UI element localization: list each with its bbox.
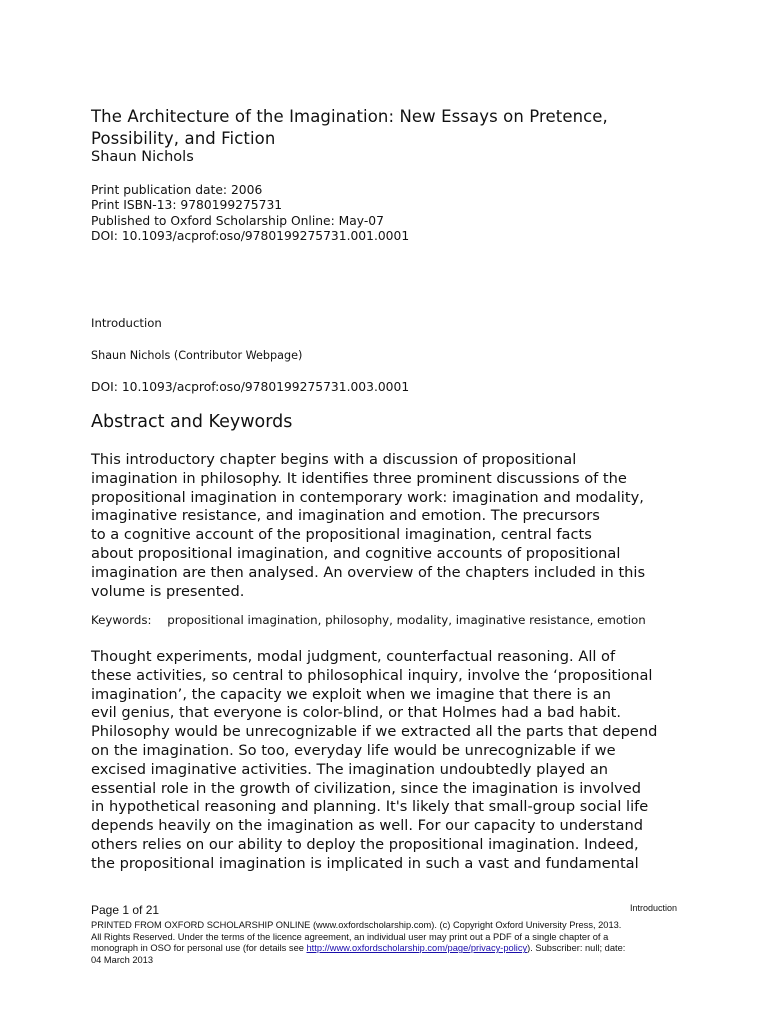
text-line: volume is presented.	[91, 582, 245, 600]
text-line: evil genius, that everyone is color-blind, or that Holmes had a bad habit.	[91, 704, 621, 722]
text-line: others relies on our ability to deploy the propositional imagination. Indeed,	[91, 835, 639, 853]
contributor-link[interactable]: Shaun Nichols (Contributor Webpage)	[91, 349, 303, 362]
keywords-row	[91, 613, 646, 628]
book-doi: DOI: 10.1093/acprof:oso/9780199275731.001.0001	[91, 229, 410, 244]
text-line: about propositional imagination, and cognitive accounts of propositional	[91, 544, 621, 562]
book-title-line: The Architecture of the Imagination: New Essays on Pretence,	[91, 107, 608, 126]
book-author: Shaun Nichols	[91, 149, 194, 165]
text-line: essential role in the growth of civilization, since the imagination is involved	[91, 779, 642, 797]
page-number: Page 1 of 21	[91, 903, 160, 917]
online-publication-date: Published to Oxford Scholarship Online: May-07	[91, 213, 384, 228]
text-line: imagination in philosophy. It identifies three prominent discussions of the	[91, 469, 627, 487]
text-line: on the imagination. So too, everyday life would be unrecognizable if we	[91, 741, 616, 759]
notice-line: All Rights Reserved. Under the terms of the licence agreement, an individual user may print out a PDF of a single chapter of a	[91, 931, 609, 942]
publication-metadata	[91, 183, 409, 245]
book-title	[91, 106, 711, 150]
chapter-label: Introduction	[91, 316, 162, 330]
text-line: imagination’, the capacity we exploit when we imagine that there is an	[91, 685, 612, 703]
text-line: This introductory chapter begins with a discussion of propositional	[91, 451, 577, 468]
text-line: to a cognitive account of the propositional imagination, central facts	[91, 526, 592, 544]
body-paragraph	[91, 648, 691, 874]
abstract-text	[91, 451, 691, 601]
notice-line: 04 March 2013	[91, 954, 154, 965]
chapter-doi: DOI: 10.1093/acprof:oso/9780199275731.003.0001	[91, 380, 410, 394]
text-line: depends heavily on the imagination as well. For our capacity to understand	[91, 817, 643, 835]
text-line: imagination are then analysed. An overview of the chapters included in this	[91, 563, 646, 581]
keywords-label: Keywords:	[91, 613, 152, 627]
notice-text: monograph in OSO for personal use (for details see	[91, 943, 307, 954]
text-line: Thought experiments, modal judgment, counterfactual reasoning. All of	[91, 648, 616, 665]
print-publication-date: Print publication date: 2006	[91, 183, 263, 197]
text-line: in hypothetical reasoning and planning. It's likely that small-group social life	[91, 798, 649, 816]
book-title-line: Possibility, and Fiction	[91, 129, 276, 148]
text-line: the propositional imagination is implicated in such a vast and fundamental	[91, 854, 639, 872]
keywords-list: propositional imagination, philosophy, modality, imaginative resistance, emotion	[167, 613, 646, 627]
notice-line	[91, 943, 691, 955]
text-line: excised imaginative activities. The imagination undoubtedly played an	[91, 760, 609, 778]
notice-line: PRINTED FROM OXFORD SCHOLARSHIP ONLINE (www.oxfordscholarship.com). (c) Copyright Oxford University Press, 2013.	[91, 920, 622, 930]
abstract-heading: Abstract and Keywords	[91, 412, 293, 432]
text-line: these activities, so central to philosophical inquiry, involve the ‘propositional	[91, 666, 653, 684]
text-line: imaginative resistance, and imagination and emotion. The precursors	[91, 507, 600, 525]
footer-chapter-title: Introduction	[629, 903, 677, 913]
privacy-policy-link[interactable]: http://www.oxfordscholarship.com/page/privacy-policy	[306, 943, 528, 954]
print-isbn: Print ISBN-13: 9780199275731	[91, 198, 283, 213]
text-line: propositional imagination in contemporary work: imagination and modality,	[91, 488, 644, 506]
copyright-notice	[91, 920, 691, 966]
notice-text: ). Subscriber: null; date:	[527, 943, 626, 954]
text-line: Philosophy would be unrecognizable if we extracted all the parts that depend	[91, 723, 658, 741]
